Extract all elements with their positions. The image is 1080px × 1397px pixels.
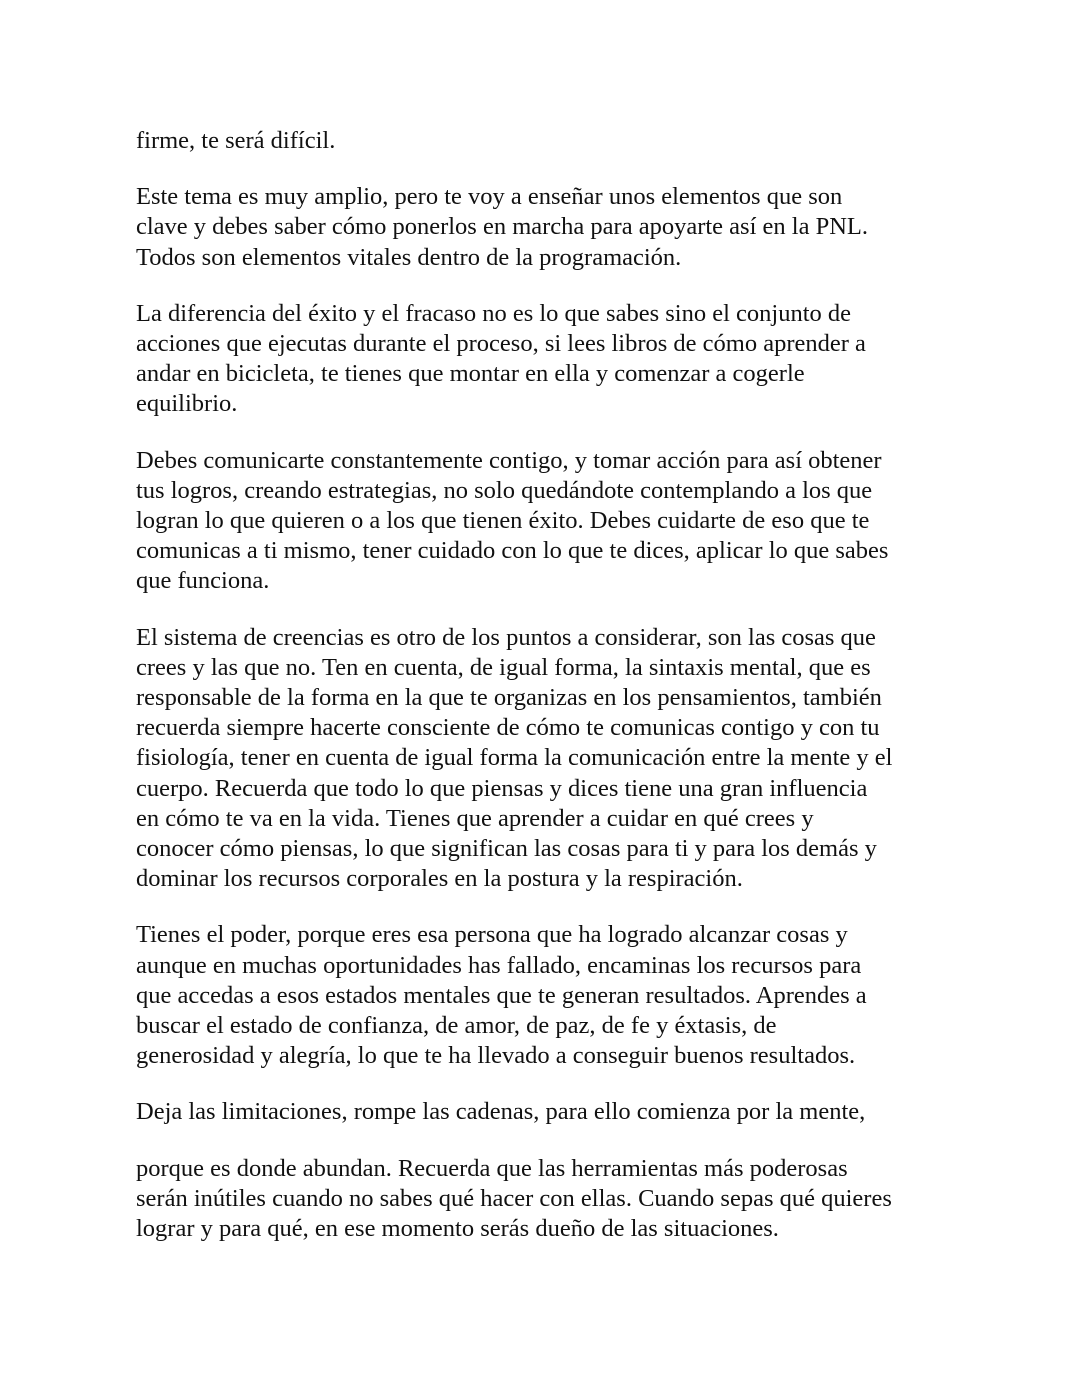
text-line: conocer cómo piensas, lo que significan las cosas para ti y para los demás y — [136, 835, 877, 863]
paragraph-1 — [136, 126, 956, 156]
text-line: Este tema es muy amplio, pero te voy a enseñar unos elementos que son — [136, 183, 843, 211]
paragraph-7 — [136, 1097, 956, 1127]
text-line: Tienes el poder, porque eres esa persona que ha logrado alcanzar cosas y — [136, 921, 848, 949]
text-line: acciones que ejecutas durante el proceso, si lees libros de cómo aprender a — [136, 330, 866, 358]
paragraph-2 — [136, 182, 956, 273]
paragraph-6 — [136, 920, 956, 1071]
text-line: buscar el estado de confianza, de amor, de paz, de fe y éxtasis, de — [136, 1012, 777, 1040]
text-line: porque es donde abundan. Recuerda que las herramientas más poderosas — [136, 1154, 848, 1182]
text-line: generosidad y alegría, lo que te ha llevado a conseguir buenos resultados. — [136, 1042, 856, 1070]
paragraph-8 — [136, 1154, 956, 1245]
text-line: crees y las que no. Ten en cuenta, de igual forma, la sintaxis mental, que es — [136, 653, 871, 681]
text-line: dominar los recursos corporales en la postura y la respiración. — [136, 865, 743, 893]
text-line: tus logros, creando estrategias, no solo quedándote contemplando a los que — [136, 476, 873, 504]
text-line: lograr y para qué, en ese momento serás dueño de las situaciones. — [136, 1215, 779, 1243]
paragraph-5 — [136, 623, 956, 895]
text-line: El sistema de creencias es otro de los puntos a considerar, son las cosas que — [136, 623, 876, 651]
text-line: en cómo te va en la vida. Tienes que aprender a cuidar en qué crees y — [136, 804, 814, 832]
text-line: responsable de la forma en la que te organizas en los pensamientos, también — [136, 684, 882, 712]
text-line: comunicas a ti mismo, tener cuidado con lo que te dices, aplicar lo que sabes — [136, 537, 889, 565]
paragraph-4 — [136, 446, 956, 597]
document-body — [136, 126, 956, 1270]
text-line: La diferencia del éxito y el fracaso no es lo que sabes sino el conjunto de — [136, 299, 852, 327]
text-line: Deja las limitaciones, rompe las cadenas, para ello comienza por la mente, — [136, 1098, 866, 1126]
text-line: serán inútiles cuando no sabes qué hacer con ellas. Cuando sepas qué quieres — [136, 1184, 892, 1212]
paragraph-3 — [136, 299, 956, 420]
text-line: logran lo que quieren o a los que tienen éxito. Debes cuidarte de eso que te — [136, 507, 870, 535]
text-line: Todos son elementos vitales dentro de la programación. — [136, 243, 682, 271]
text-line: aunque en muchas oportunidades has fallado, encaminas los recursos para — [136, 951, 862, 979]
text-line: que funciona. — [136, 567, 270, 595]
text-line: fisiología, tener en cuenta de igual forma la comunicación entre la mente y el — [136, 744, 893, 772]
text-line: andar en bicicleta, te tienes que montar en ella y comenzar a cogerle — [136, 360, 805, 388]
text-line: Debes comunicarte constantemente contigo, y tomar acción para así obtener — [136, 446, 882, 474]
text-line: cuerpo. Recuerda que todo lo que piensas y dices tiene una gran influencia — [136, 774, 868, 802]
text-line: firme, te será difícil. — [136, 127, 336, 154]
text-line: recuerda siempre hacerte consciente de cómo te comunicas contigo y con tu — [136, 714, 880, 742]
text-line: que accedas a esos estados mentales que te generan resultados. Aprendes a — [136, 981, 867, 1009]
text-line: clave y debes saber cómo ponerlos en marcha para apoyarte así en la PNL. — [136, 213, 868, 241]
text-line: equilibrio. — [136, 390, 238, 418]
